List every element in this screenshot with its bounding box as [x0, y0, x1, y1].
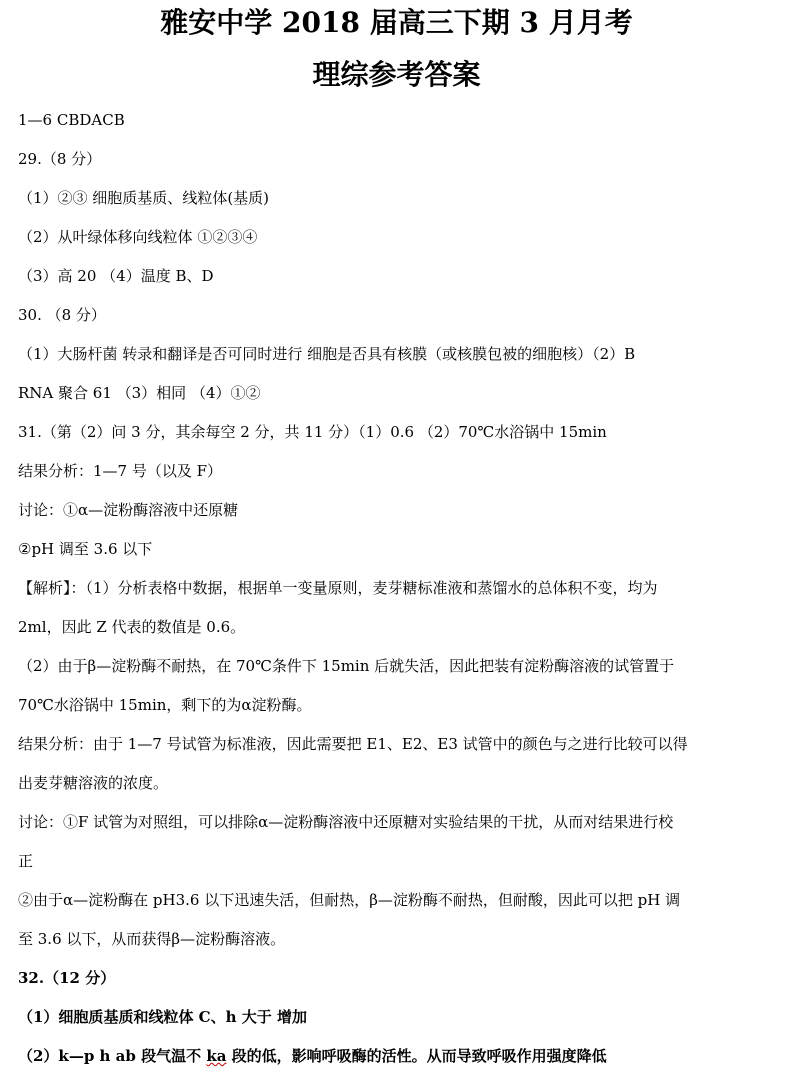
spellcheck-underlined-word: ka — [206, 1047, 227, 1065]
answer-29-1: （1）②③ 细胞质基质、线粒体(基质) — [18, 189, 270, 207]
answer-29-2: （2）从叶绿体移向线粒体 ①②③④ — [18, 228, 258, 246]
analysis-result: 结果分析：由于 1—7 号试管为标准液，因此需要把 E1、E2、E3 试管中的颜色与之进行比较可以得 — [18, 735, 688, 753]
page-title: 雅安中学 2018 届高三下期 3 月月考 — [160, 6, 633, 39]
answer-32-1: （1）细胞质基质和线粒体 C、h 大于 增加 — [18, 1008, 307, 1026]
answer-30-2-cont: RNA 聚合 61 （3）相同 （4）①② — [18, 384, 261, 402]
analysis-discussion-1-cont: 正 — [18, 852, 34, 870]
question-31-heading: 31.（第（2）问 3 分，其余每空 2 分，共 11 分）（1）0.6 （2）70℃水浴锅中 15min — [18, 423, 607, 441]
page-subtitle: 理综参考答案 — [312, 58, 481, 91]
analysis-discussion-1: 讨论：①F 试管为对照组，可以排除α—淀粉酶溶液中还原糖对实验结果的干扰，从而对结果进行校 — [18, 813, 674, 831]
analysis-result-cont: 出麦芽糖溶液的浓度。 — [18, 774, 169, 792]
answer-29-3-4: （3）高 20 （4）温度 B、D — [18, 267, 214, 285]
analysis-1: 【解析】：（1）分析表格中数据，根据单一变量原则，麦芽糖标准液和蒸馏水的总体积不变，均为 — [18, 579, 658, 597]
answer-32-2-text-a: （2）k—p h ab 段气温不 — [18, 1047, 207, 1065]
answer-32-2 — [18, 1046, 607, 1066]
answer-30-1: （1）大肠杆菌 转录和翻译是否可同时进行 细胞是否具有核膜（或核膜包被的细胞核）（2）B — [18, 345, 636, 363]
answer-32-2-text-b: 段的低，影响呼吸酶的活性。从而导致呼吸作用强度降低 — [226, 1047, 607, 1065]
analysis-1-cont: 2ml，因此 Z 代表的数值是 0.6。 — [18, 618, 246, 636]
answer-31-discussion-1: 讨论：①α—淀粉酶溶液中还原糖 — [18, 501, 239, 519]
analysis-discussion-2: ②由于α—淀粉酶在 pH3.6 以下迅速失活，但耐热，β—淀粉酶不耐热，但耐酸，因此可以把 pH 调 — [18, 891, 681, 909]
answer-line-1-6: 1—6 CBDACB — [18, 111, 125, 129]
question-29-heading: 29.（8 分） — [18, 150, 102, 168]
analysis-2: （2）由于β—淀粉酶不耐热，在 70℃条件下 15min 后就失活，因此把装有淀粉酶溶液的试管置于 — [18, 657, 675, 675]
analysis-2-cont: 70℃水浴锅中 15min，剩下的为α淀粉酶。 — [18, 696, 312, 714]
question-32-heading: 32.（12 分） — [18, 969, 116, 987]
answer-31-result: 结果分析：1—7 号（以及 F） — [18, 462, 223, 480]
analysis-discussion-2-cont: 至 3.6 以下，从而获得β—淀粉酶溶液。 — [18, 930, 286, 948]
question-30-heading: 30. （8 分） — [18, 306, 106, 324]
answer-31-discussion-2: ②pH 调至 3.6 以下 — [18, 540, 153, 558]
